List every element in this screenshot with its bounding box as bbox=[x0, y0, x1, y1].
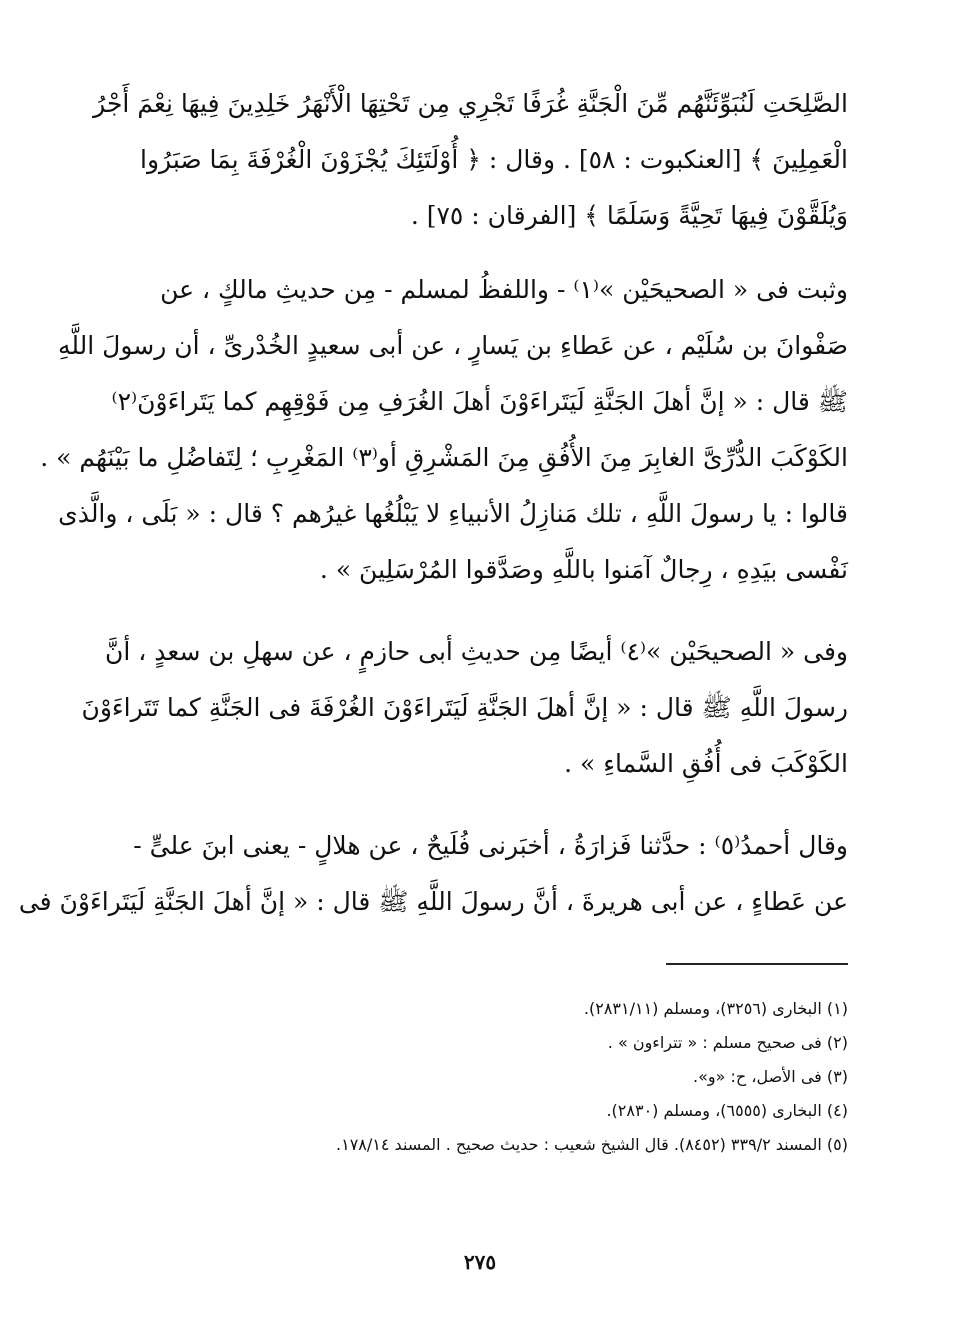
footnote-separator bbox=[666, 963, 848, 965]
text-line: وَيُلَقَّوْنَ فِيهَا تَحِيَّةً وَسَلَمًا ﴾ [الفرقان : ٧٥] . bbox=[410, 201, 848, 230]
footnote-3: (٣) فى الأصل، ح: «و». bbox=[693, 1067, 848, 1086]
text-line: وثبت فى « الصحيحَيْن »⁽١⁾ - واللفظُ لمسلم - مِن حديثِ مالكٍ ، عن bbox=[160, 275, 848, 304]
text-line: الصَّلِحَتِ لَنُبَوِّئَنَّهُم مِّنَ الْجَنَّةِ غُرَفًا تَجْرِي مِن تَحْتِهَا الْأَنْهَرُ خَلِدِينَ فِيهَا نِعْمَ أَجْرُ bbox=[93, 89, 848, 118]
text-line: ﷺ قال : « إنَّ أهلَ الجَنَّةِ لَيَتَراءَوْنَ أهلَ الغُرَفِ مِن فَوْقِهِم كما يَتَراءَوْنَ⁽٢⁾ bbox=[111, 387, 848, 416]
footnote-4: (٤) البخارى (٦٥٥٥)، ومسلم (٢٨٣٠). bbox=[606, 1101, 848, 1120]
text-line: الْعَمِلِينَ ﴾ [العنكبوت : ٥٨] . وقال : ﴿ أُوْلَتَئِكَ يُجْزَوْنَ الْغُرْفَةَ بِمَا صَبَرُوا bbox=[140, 145, 848, 174]
text-line: عن عَطاءٍ ، عن أبى هريرةَ ، أنَّ رسولَ اللَّهِ ﷺ قال : « إنَّ أهلَ الجَنَّةِ لَيَتَراءَوْنَ فى bbox=[18, 887, 848, 916]
paragraph-hadith-sahl bbox=[81, 624, 848, 792]
footnote-2: (٢) فى صحيح مسلم : « تتراءون » . bbox=[607, 1033, 848, 1052]
footnote-5: (٥) المسند ٣٣٩/٢ (٨٤٥٢). قال الشيخ شعيب : حديث صحيح . المسند ١٧٨/١٤. bbox=[336, 1135, 848, 1154]
paragraph-quran-verses bbox=[93, 76, 848, 244]
text-line: صَفْوانَ بن سُلَيْم ، عن عَطاءِ بن يَسارٍ ، عن أبى سعيدٍ الخُدْرىِّ ، أن رسولَ اللَّهِ bbox=[57, 331, 848, 360]
text-line: الكَوْكَبَ فى أُفُقِ السَّماءِ » . bbox=[564, 749, 848, 778]
text-line: الكَوْكَبَ الدُّرِّىَّ الغابِرَ مِنَ الأُفُقِ مِنَ المَشْرِقِ أو⁽٣⁾ المَغْرِبِ ؛ لِتَفاضُلِ ما بَيْنَهُم » . bbox=[40, 443, 848, 472]
paragraph-hadith-ahmad bbox=[18, 818, 848, 930]
text-line: رسولَ اللَّهِ ﷺ قال : « إنَّ أهلَ الجَنَّةِ لَيَتَراءَوْنَ الغُرْفَةَ فى الجَنَّةِ كما تَتَراءَوْنَ bbox=[81, 693, 848, 722]
text-line: وفى « الصحيحَيْن »⁽٤⁾ أيضًا مِن حديثِ أبى حازمٍ ، عن سهلِ بن سعدٍ ، أنَّ bbox=[105, 637, 848, 666]
text-line: وقال أحمدُ⁽٥⁾ : حدَّثنا فَزارَةُ ، أخبَرنى فُلَيحٌ ، عن هلالٍ - يعنى ابنَ علىٍّ - bbox=[133, 831, 848, 860]
text-line: نَفْسى بيَدِهِ ، رِجالٌ آمَنوا باللَّهِ وصَدَّقوا المُرْسَلِينَ » . bbox=[319, 555, 848, 584]
footnotes bbox=[132, 992, 848, 1162]
paragraph-hadith-sahihayn bbox=[40, 262, 848, 598]
text-line: قالوا : يا رسولَ اللَّهِ ، تلك مَنازِلُ الأنبياءِ لا يَبْلُغُها غيرُهم ؟ قال : « بَلَى ، والَّذى bbox=[58, 499, 848, 528]
page-number: ٢٧٥ bbox=[463, 1250, 497, 1274]
footnote-1: (١) البخارى (٣٢٥٦)، ومسلم (٢٨٣١/١١). bbox=[583, 999, 848, 1018]
